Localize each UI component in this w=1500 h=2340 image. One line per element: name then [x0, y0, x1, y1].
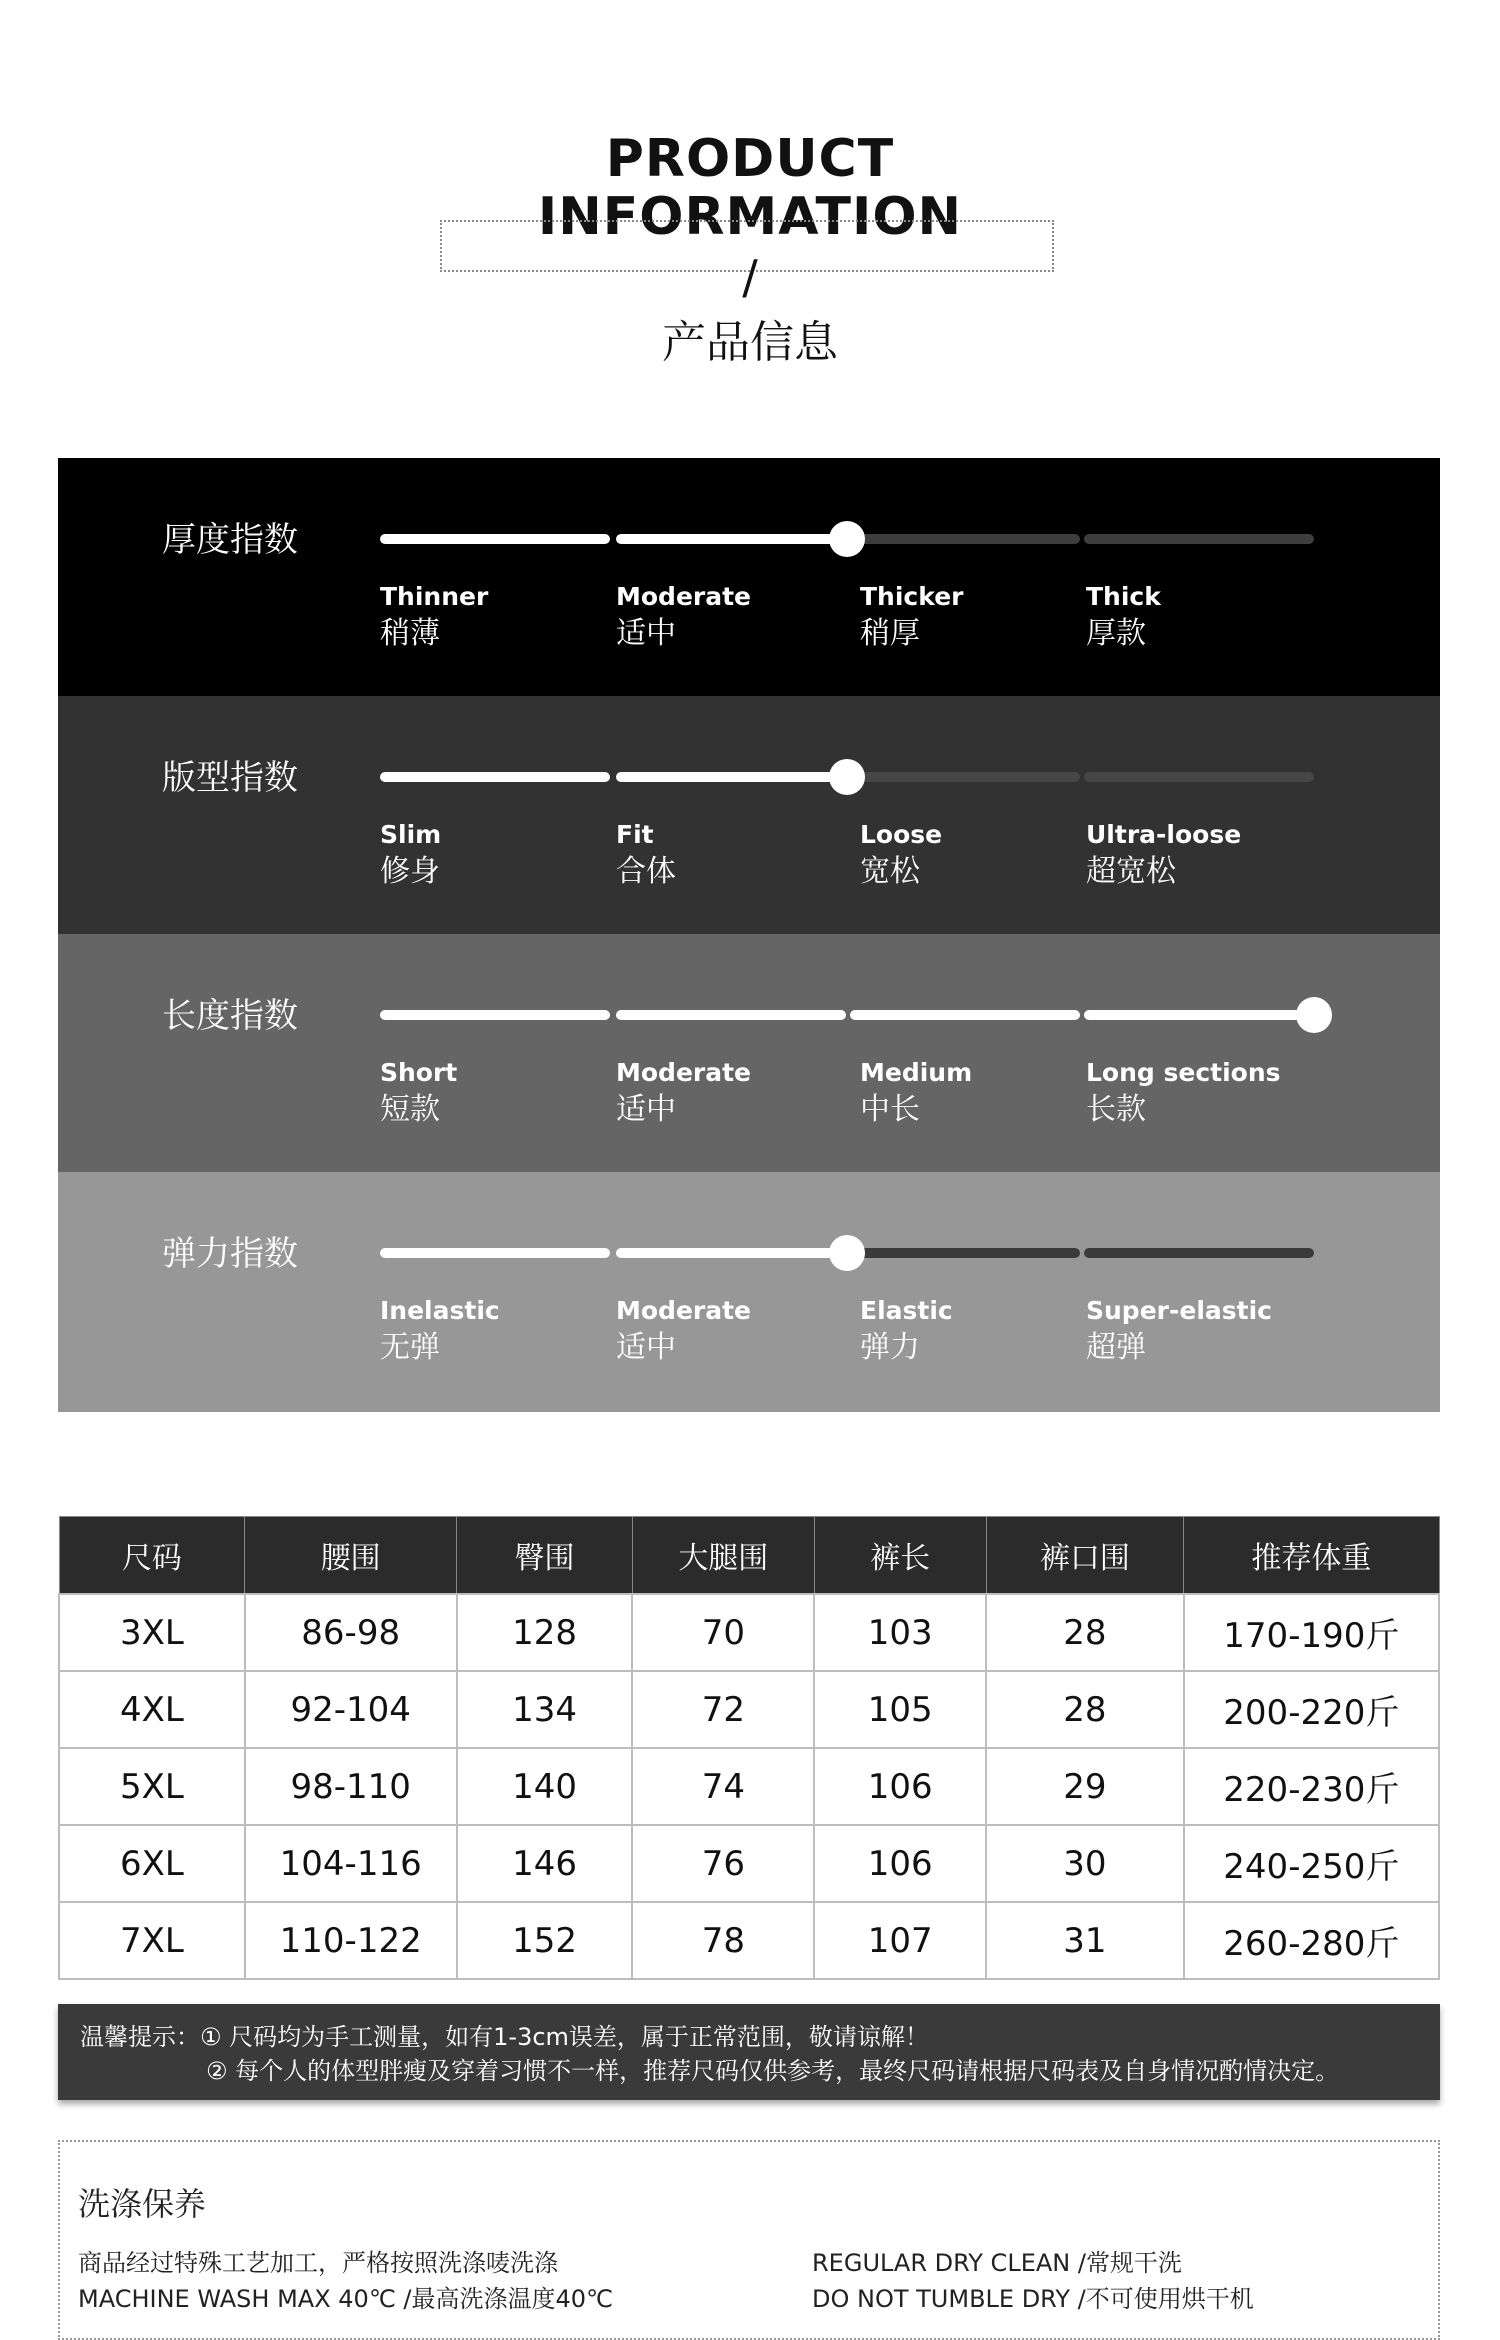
- index-option: [380, 1058, 457, 1130]
- index-option-en: Ultra-loose: [1086, 820, 1242, 849]
- index-option-cn: 适中: [616, 1330, 676, 1365]
- index-option-en: Loose: [860, 820, 943, 849]
- index-slider-segment: [850, 1010, 1080, 1020]
- table-row: [59, 1748, 1439, 1825]
- product-info-header: [0, 0, 1500, 420]
- index-slider-segment: [616, 1248, 846, 1258]
- index-option-en: Thicker: [860, 582, 964, 611]
- index-slider-segment: [850, 534, 1080, 544]
- size-table-header-row: [59, 1517, 1439, 1595]
- table-cell: 74: [632, 1748, 814, 1825]
- index-option: [1086, 582, 1161, 654]
- index-slider-segment: [380, 772, 610, 782]
- index-option-en: Slim: [380, 820, 442, 849]
- index-band: [58, 1172, 1440, 1412]
- header-leg-opening: 裤口围: [986, 1517, 1184, 1595]
- header-thigh: 大腿围: [632, 1517, 814, 1595]
- table-cell: 28: [986, 1594, 1184, 1671]
- table-cell: 134: [457, 1671, 633, 1748]
- table-cell: 107: [814, 1902, 986, 1979]
- index-slider-segment: [1084, 1010, 1314, 1020]
- table-cell: 30: [986, 1825, 1184, 1902]
- index-label: 弹力指数: [162, 1234, 298, 1274]
- index-option-en: Thinner: [380, 582, 489, 611]
- index-option-cn: 合体: [616, 854, 676, 889]
- index-slider-track: [380, 534, 1320, 544]
- index-option-cn: 弹力: [860, 1330, 920, 1365]
- table-cell: 170-190斤: [1184, 1594, 1439, 1671]
- table-cell: 6XL: [59, 1825, 245, 1902]
- title-line-product: PRODUCT: [605, 129, 895, 189]
- index-option: [380, 820, 441, 892]
- index-option: [860, 820, 942, 892]
- care-instructions: [58, 2140, 1440, 2340]
- index-slider-segment: [616, 534, 846, 544]
- index-slider-segment: [1084, 772, 1314, 782]
- table-cell: 31: [986, 1902, 1184, 1979]
- table-cell: 4XL: [59, 1671, 245, 1748]
- index-option: [1086, 820, 1241, 892]
- index-option-en: Moderate: [616, 1058, 752, 1087]
- index-option-cn: 短款: [380, 1092, 440, 1127]
- table-cell: 5XL: [59, 1748, 245, 1825]
- index-option-cn: 宽松: [860, 854, 920, 889]
- table-row: [59, 1594, 1439, 1671]
- table-cell: 220-230斤: [1184, 1748, 1439, 1825]
- index-slider-knob: [1296, 997, 1332, 1033]
- index-slider-track: [380, 1010, 1320, 1020]
- title-chinese: 产品信息: [662, 317, 838, 368]
- index-option-cn: 稍薄: [380, 616, 440, 651]
- index-option-cn: 超弹: [1086, 1330, 1146, 1365]
- index-option-en: Super-elastic: [1086, 1296, 1272, 1325]
- index-option: [616, 1058, 751, 1130]
- index-option: [616, 820, 676, 892]
- index-option-en: Thick: [1086, 582, 1161, 611]
- care-dry-clean: REGULAR DRY CLEAN /常规干洗: [812, 2249, 1182, 2277]
- header-weight: 推荐体重: [1184, 1517, 1439, 1595]
- table-cell: 76: [632, 1825, 814, 1902]
- index-option: [380, 582, 488, 654]
- index-slider-segment: [380, 1248, 610, 1258]
- table-cell: 104-116: [245, 1825, 457, 1902]
- index-option-en: Moderate: [616, 582, 752, 611]
- header-length: 裤长: [814, 1517, 986, 1595]
- care-no-tumble-dry: DO NOT TUMBLE DRY /不可使用烘干机: [812, 2285, 1254, 2313]
- index-label: 厚度指数: [162, 520, 298, 560]
- index-slider-segment: [380, 1010, 610, 1020]
- table-cell: 86-98: [245, 1594, 457, 1671]
- header-waist: 腰围: [245, 1517, 457, 1595]
- index-slider-knob: [829, 521, 865, 557]
- header-size: 尺码: [59, 1517, 245, 1595]
- index-option-cn: 修身: [380, 854, 440, 889]
- index-option-en: Inelastic: [380, 1296, 500, 1325]
- index-option: [1086, 1058, 1281, 1130]
- index-option-en: Moderate: [616, 1296, 752, 1325]
- index-slider-segment: [616, 1010, 846, 1020]
- table-cell: 29: [986, 1748, 1184, 1825]
- index-band: [58, 696, 1440, 934]
- index-option-en: Medium: [860, 1058, 973, 1087]
- index-slider-segment: [616, 772, 846, 782]
- table-cell: 200-220斤: [1184, 1671, 1439, 1748]
- index-band: [58, 934, 1440, 1172]
- header-hip: 臀围: [457, 1517, 633, 1595]
- table-cell: 28: [986, 1671, 1184, 1748]
- index-slider-knob: [829, 1235, 865, 1271]
- table-row: [59, 1902, 1439, 1979]
- tip-line-1: 温馨提示：① 尺码均为手工测量，如有1-3cm误差，属于正常范围，敬请谅解！: [80, 2023, 929, 2051]
- table-cell: 7XL: [59, 1902, 245, 1979]
- index-option-cn: 稍厚: [860, 616, 920, 651]
- care-machine-wash: MACHINE WASH MAX 40℃ /最高洗涤温度40℃: [78, 2285, 613, 2313]
- table-cell: 106: [814, 1825, 986, 1902]
- index-option-cn: 超宽松: [1086, 854, 1176, 889]
- index-slider-segment: [1084, 534, 1314, 544]
- index-option: [860, 582, 963, 654]
- table-cell: 240-250斤: [1184, 1825, 1439, 1902]
- warm-tips-banner: [58, 2004, 1440, 2100]
- index-slider-track: [380, 1248, 1320, 1258]
- product-index-panel: [58, 458, 1440, 1412]
- index-option: [616, 582, 751, 654]
- index-option-cn: 中长: [860, 1092, 920, 1127]
- table-cell: 140: [457, 1748, 633, 1825]
- title-slash: /: [742, 250, 758, 304]
- index-option-en: Long sections: [1086, 1058, 1281, 1087]
- care-note: 商品经过特殊工艺加工，严格按照洗涤唛洗涤: [78, 2249, 558, 2277]
- table-cell: 72: [632, 1671, 814, 1748]
- index-option-cn: 厚款: [1086, 616, 1146, 651]
- index-option: [860, 1058, 972, 1130]
- size-table: [58, 1516, 1440, 1980]
- index-option: [860, 1296, 953, 1368]
- table-cell: 3XL: [59, 1594, 245, 1671]
- index-slider-segment: [850, 1248, 1080, 1258]
- table-cell: 70: [632, 1594, 814, 1671]
- table-cell: 92-104: [245, 1671, 457, 1748]
- index-band: [58, 458, 1440, 696]
- title-line-information: INFORMATION: [537, 187, 963, 247]
- table-cell: 105: [814, 1671, 986, 1748]
- index-option-cn: 适中: [616, 616, 676, 651]
- table-cell: 128: [457, 1594, 633, 1671]
- index-option: [1086, 1296, 1272, 1368]
- index-option-en: Fit: [616, 820, 654, 849]
- table-cell: 152: [457, 1902, 633, 1979]
- index-slider-segment: [380, 534, 610, 544]
- table-row: [59, 1671, 1439, 1748]
- index-slider-segment: [850, 772, 1080, 782]
- table-cell: 103: [814, 1594, 986, 1671]
- index-option: [616, 1296, 751, 1368]
- care-title: 洗涤保养: [78, 2185, 207, 2223]
- table-cell: 110-122: [245, 1902, 457, 1979]
- table-row: [59, 1825, 1439, 1902]
- index-option-cn: 无弹: [380, 1330, 440, 1365]
- index-label: 长度指数: [162, 996, 298, 1036]
- index-label: 版型指数: [162, 758, 298, 798]
- index-slider-track: [380, 772, 1320, 782]
- table-cell: 78: [632, 1902, 814, 1979]
- index-slider-knob: [829, 759, 865, 795]
- tip-line-2: ② 每个人的体型胖瘦及穿着习惯不一样，推荐尺码仅供参考，最终尺码请根据尺码表及自身情况酌情决定。: [206, 2057, 1340, 2085]
- table-cell: 98-110: [245, 1748, 457, 1825]
- index-option-cn: 适中: [616, 1092, 676, 1127]
- index-option-en: Elastic: [860, 1296, 953, 1325]
- index-option: [380, 1296, 500, 1368]
- table-cell: 260-280斤: [1184, 1902, 1439, 1979]
- table-cell: 106: [814, 1748, 986, 1825]
- table-cell: 146: [457, 1825, 633, 1902]
- index-option-cn: 长款: [1086, 1092, 1146, 1127]
- index-option-en: Short: [380, 1058, 458, 1087]
- index-slider-segment: [1084, 1248, 1314, 1258]
